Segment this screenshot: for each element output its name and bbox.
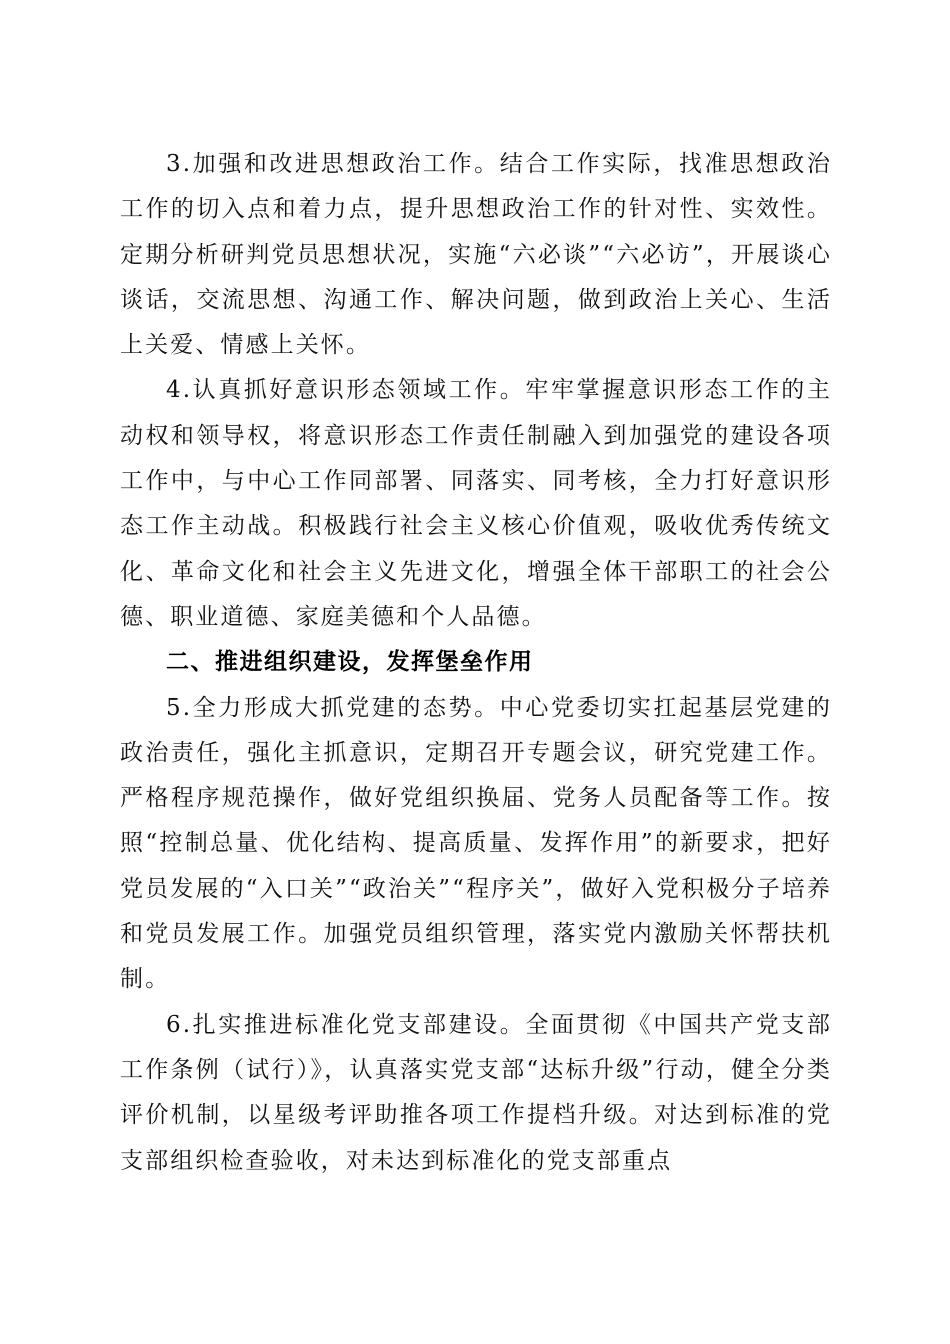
section-heading-2: 二、推进组织建设，发挥堡垒作用 (166, 649, 534, 676)
paragraph-4: 4.认真抓好意识形态领域工作。牢牢掌握意识形态工作的主动权和领导权，将意识形态工作责任制融入到加强党的建设各项工作中，与中心工作同部署、同落实、同考核，全力打好意识形态工作主动战。积极践行社会主义核心价值观，吸收优秀传统文化、革命文化和社会主义先进文化，增强全体干部职工的社会公德、职业道德、家庭美德和个人品德。 (120, 377, 832, 630)
paragraph-5: 5.全力形成大抓党建的态势。中心党委切实扛起基层党建的政治责任，强化主抓意识，定期召开专题会议，研究党建工作。严格程序规范操作，做好党组织换届、党务人员配备等工作。按照“控制总量、优化结构、提高质量、发挥作用”的新要求，把好党员发展的“入口关”“政治关”“程序关”，做好入党积极分子培养和党员发展工作。加强党员组织管理，落实党内激励关怀帮扶机制。 (120, 694, 832, 993)
paragraph-6: 6.扎实推进标准化党支部建设。全面贯彻《中国共产党支部工作条例（试行）》，认真落实党支部“达标升级”行动，健全分类评价机制，以星级考评助推各项工作提档升级。对达到标准的党支部组织检查验收，对未达到标准化的党支部重点 (120, 1011, 832, 1174)
document-body (120, 142, 832, 1184)
paragraph-3: 3.加强和改进思想政治工作。结合工作实际，找准思想政治工作的切入点和着力点，提升思想政治工作的针对性、实效性。定期分析研判党员思想状况，实施“六必谈”“六必访”，开展谈心谈话，交流思想、沟通工作、解决问题，做到政治上关心、生活上关爱、情感上关怀。 (120, 151, 832, 359)
